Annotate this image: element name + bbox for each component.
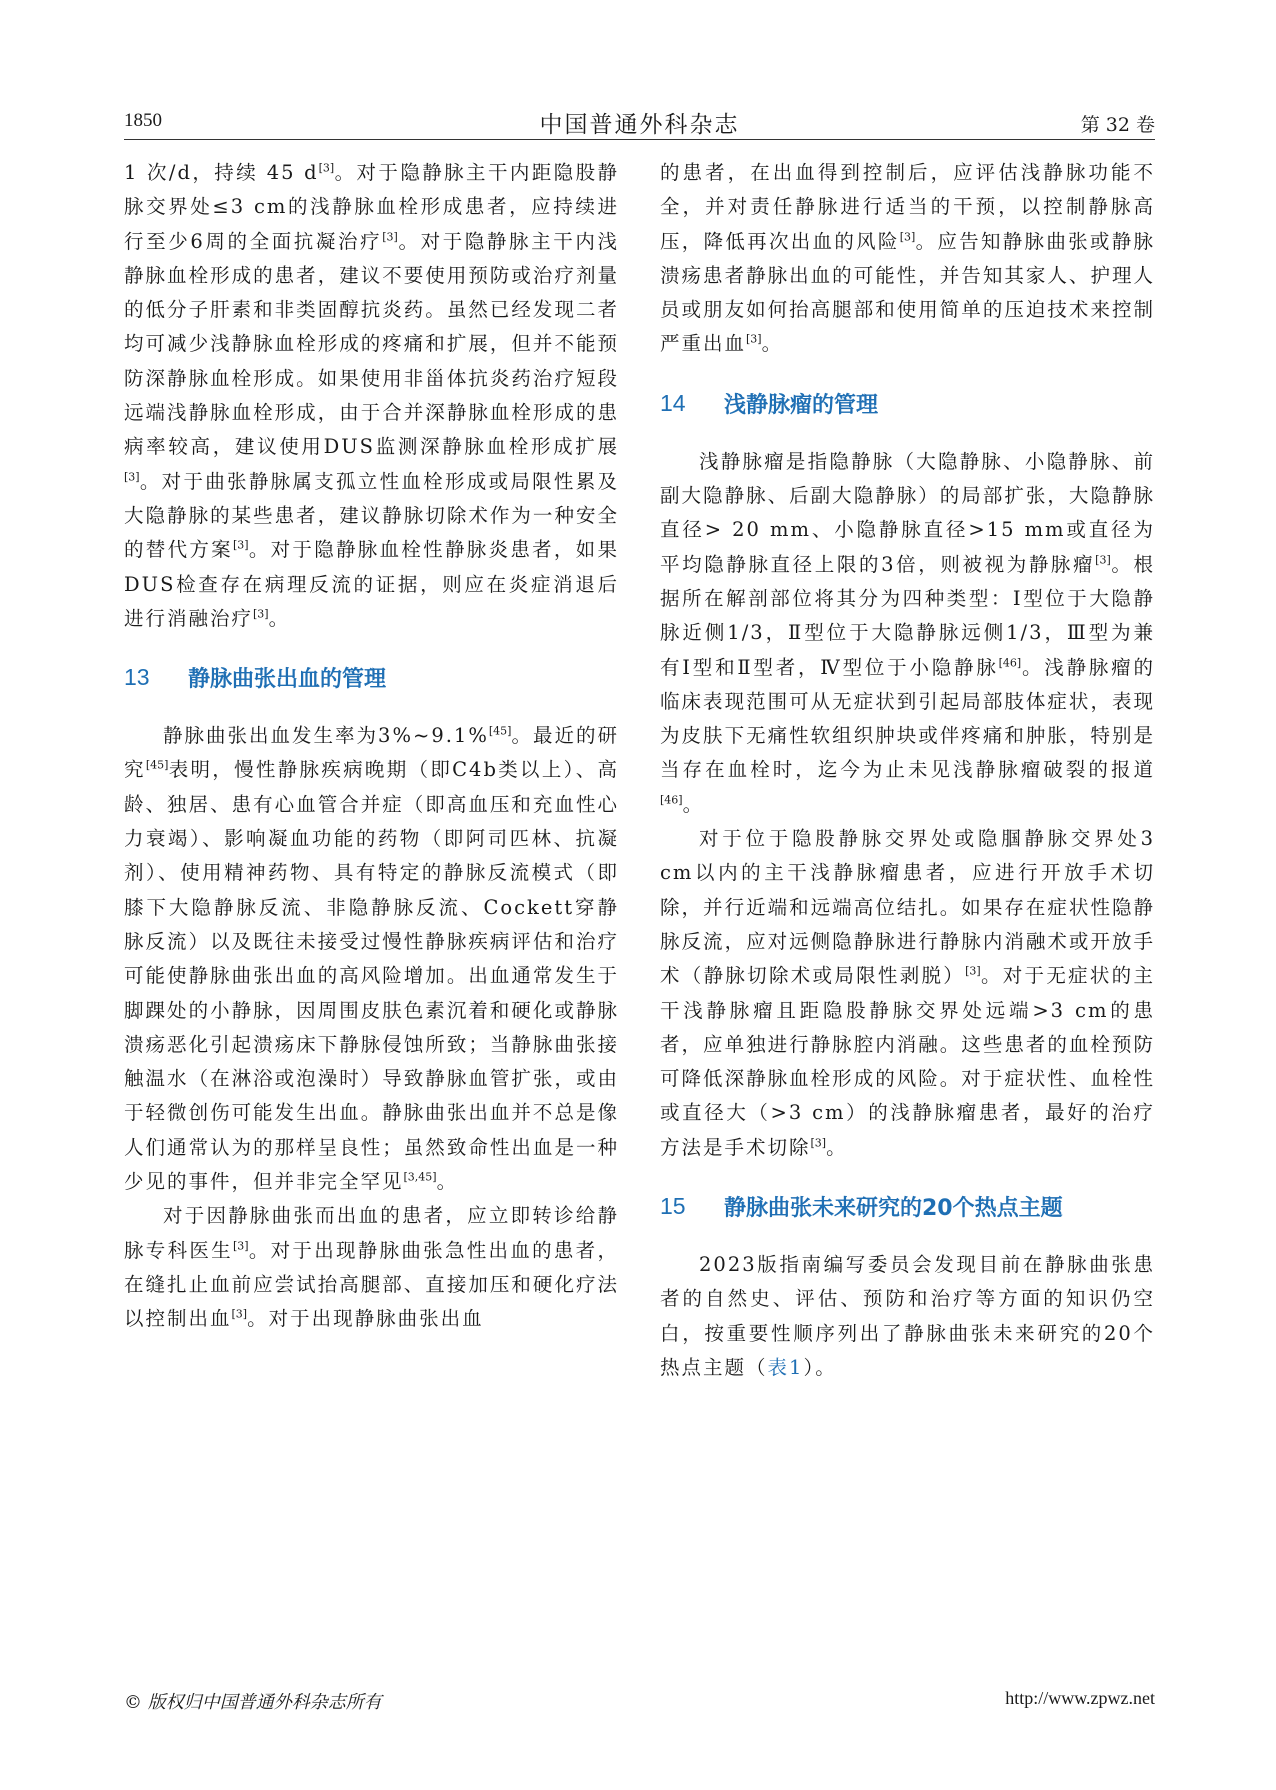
page-footer [124, 1688, 1155, 1718]
citation[interactable]: [3] [810, 1136, 827, 1150]
paragraph: 对于因静脉曲张而出血的患者，应立即转诊给静脉专科医生[3]。对于出现静脉曲张急性出血的患者，在缝扎止血前应尝试抬高腿部、直接加压和硬化疗法以控制出血[3]。对于出现静脉曲张出血 [124, 1204, 619, 1331]
paragraph: 静脉曲张出血发生率为3%~9.1%[45]。最近的研究[45]表明，慢性静脉疾病晚期（即C4b类以上）、高龄、独居、患有心血管合并症（即高血压和充血性心力衰竭）、影响凝血功能的药物（即阿司匹林、抗凝剂）、使用精神药物、具有特定的静脉反流模式（即膝下大隐静脉反流、非隐静脉反流、Cockett穿静脉反流）以及既往未接受过慢性静脉疾病评估和治疗可能使静脉曲张出血的高风险增加。出血通常发生于脚踝处的小静脉，因周围皮肤色素沉着和硬化或静脉溃疡恶化引起溃疡床下静脉侵蚀所致；当静脉曲张接触温水（在淋浴或泡澡时）导致静脉血管扩张，或由于轻微创伤可能发生出血。静脉曲张出血并不总是像人们通常认为的那样呈良性；虽然致命性出血是一种少见的事件，但并非完全罕见[3,45]。 [124, 724, 619, 1194]
citation[interactable]: [3] [232, 538, 249, 552]
citation[interactable]: [3] [253, 607, 269, 621]
citation[interactable]: [3] [232, 1239, 249, 1253]
section-title: 静脉曲张出血的管理 [188, 667, 387, 693]
citation[interactable]: [45] [145, 758, 169, 772]
citation[interactable]: [46] [998, 656, 1022, 670]
left-column [124, 160, 619, 1337]
citation[interactable]: [3] [124, 470, 140, 484]
citation[interactable]: [3] [965, 964, 981, 978]
section-heading-13 [124, 662, 619, 693]
paragraph: 浅静脉瘤是指隐静脉（大隐静脉、小隐静脉、前副大隐静脉、后副大隐静脉）的局部扩张，大隐静脉直径> 20 mm、小隐静脉直径>15 mm或直径为平均隐静脉直径上限的3倍，则被视为静脉瘤[3]。根据所在解剖部位将其分为四种类型：Ⅰ型位于大隐静脉近侧1/3，Ⅱ型位于大隐静脉远侧1/3，Ⅲ型为兼有Ⅰ型和Ⅱ型者，Ⅳ型位于小隐静脉[46]。浅静脉瘤的临床表现范围可从无症状到引起局部肢体症状，表现为皮肤下无痛性软组织肿块或伴疼痛和肿胀，特别是当存在血栓时，迄今为止未见浅静脉瘤破裂的报道[46]。 [660, 449, 1155, 816]
citation[interactable]: [3] [1095, 553, 1111, 567]
section-number: 15 [660, 1193, 686, 1220]
section-heading-15 [660, 1191, 1155, 1222]
journal-url[interactable]: http://www.zpwz.net [1005, 1688, 1155, 1708]
citation[interactable]: [3,45] [403, 1170, 437, 1184]
citation[interactable]: [3] [382, 230, 398, 244]
citation[interactable]: [3] [231, 1307, 248, 1321]
header-rule [124, 139, 1155, 140]
page-header [124, 100, 1155, 140]
right-column [660, 160, 1155, 1385]
paragraph: 2023版指南编写委员会发现目前在静脉曲张患者的自然史、评估、预防和治疗等方面的知识仍空白，按重要性顺序列出了静脉曲张未来研究的20个热点主题（表1）。 [660, 1253, 1155, 1379]
paragraph: 对于位于隐股静脉交界处或隐腘静脉交界处3 cm以内的主干浅静脉瘤患者，应进行开放手术切除，并行近端和远端高位结扎。如果存在症状性隐静脉反流，应对远侧隐静脉进行静脉内消融术或开放手术（静脉切除术或局限性剥脱）[3]。对于无症状的主干浅静脉瘤且距隐股静脉交界处远端>3 cm的患者，应单独进行静脉腔内消融。这些患者的血栓预防可降低深静脉血栓形成的风险。对于症状性、血栓性或直径大（>3 cm）的浅静脉瘤患者，最好的治疗方法是手术切除[3]。 [660, 827, 1155, 1159]
section-title: 静脉曲张未来研究的20个热点主题 [724, 1196, 1063, 1222]
section-heading-14 [660, 388, 1155, 419]
section-number: 13 [124, 664, 150, 691]
citation[interactable]: [3] [899, 230, 916, 244]
paragraph: 1 次/d，持续 45 d[3]。对于隐静脉主干内距隐股静脉交界处≤3 cm的浅静脉血栓形成患者，应持续进行至少6周的全面抗凝治疗[3]。对于隐静脉主干内浅静脉血栓形成的患者，建议不要使用预防或治疗剂量的低分子肝素和非类固醇抗炎药。虽然已经发现二者均可减少浅静脉血栓形成的疼痛和扩展，但并不能预防深静脉血栓形成。如果使用非甾体抗炎药治疗短段远端浅静脉血栓形成，由于合并深静脉血栓形成的患病率较高，建议使用DUS监测深静脉血栓形成扩展[3]。对于曲张静脉属支孤立性血栓形成或局限性累及大隐静脉的某些患者，建议静脉切除术作为一种安全的替代方案[3]。对于隐静脉血栓性静脉炎患者，如果DUS检查存在病理反流的证据，则应在炎症消退后进行消融治疗[3]。 [124, 161, 619, 630]
citation[interactable]: [3] [318, 161, 335, 175]
volume-label: 第 32 卷 [1080, 114, 1155, 136]
copyright-notice: © 版权归中国普通外科杂志所有 [124, 1692, 382, 1713]
section-title: 浅静脉瘤的管理 [724, 392, 879, 418]
paragraph: 的患者，在出血得到控制后，应评估浅静脉功能不全，并对责任静脉进行适当的干预，以控制静脉高压，降低再次出血的风险[3]。应告知静脉曲张或静脉溃疡患者静脉出血的可能性，并告知其家人、护理人员或朋友如何抬高腿部和使用简单的压迫技术来控制严重出血[3]。 [660, 161, 1155, 356]
table-1-link[interactable]: 表1 [767, 1355, 804, 1379]
citation[interactable]: [3] [746, 332, 762, 346]
page-number: 1850 [124, 110, 162, 131]
citation[interactable]: [46] [660, 793, 683, 807]
journal-title: 中国普通外科杂志 [539, 112, 740, 138]
citation[interactable]: [45] [488, 724, 512, 738]
section-number: 14 [660, 389, 686, 416]
